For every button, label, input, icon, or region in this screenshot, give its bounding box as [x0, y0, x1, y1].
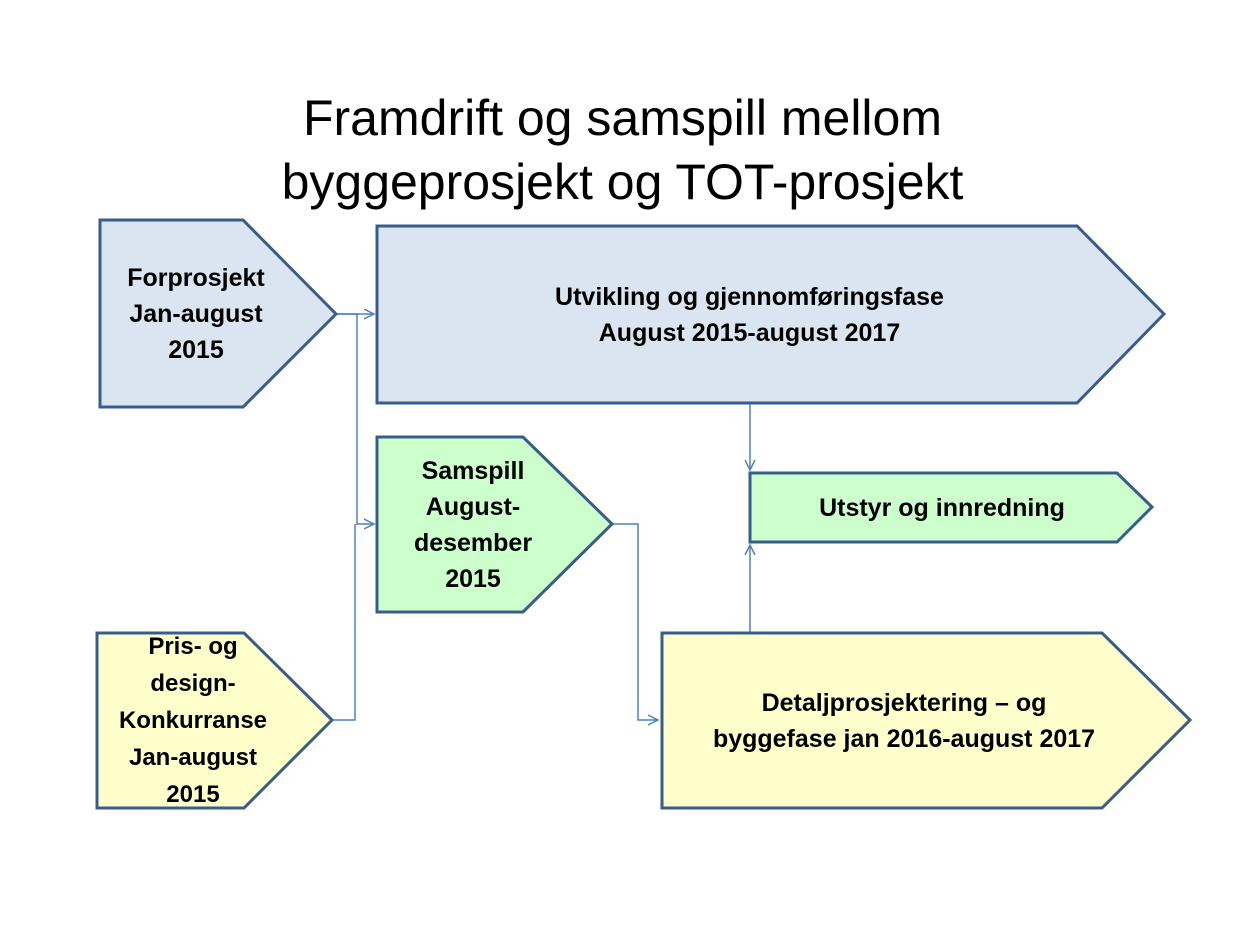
detalj-period: byggefase jan 2016-august 2017 [712, 724, 1096, 753]
title-line-2: byggeprosjekt og TOT-prosjekt [281, 153, 964, 210]
utstyr-name: Utstyr og innredning [819, 493, 1065, 522]
connector-konkurranse-to-samspill [332, 524, 355, 720]
konkurranse-period: Jan-august [128, 744, 257, 771]
utvikling-name: Utvikling og gjennomføringsfase [555, 282, 944, 311]
samspill-year: 2015 [445, 564, 501, 593]
connector-samspill-to-detalj [612, 524, 658, 720]
forprosjekt-name: Forprosjekt [127, 263, 265, 292]
forprosjekt-year: 2015 [168, 335, 224, 364]
konkurranse-name-3: Konkurranse [118, 707, 268, 734]
forprosjekt-label [100, 220, 292, 407]
forprosjekt-period: Jan-august [129, 299, 263, 328]
title-line-1: Framdrift og samspill mellom [302, 89, 942, 146]
detalj-name: Detaljprosjektering – og [761, 688, 1047, 717]
samspill-label [377, 437, 569, 612]
konkurranse-name-1: Pris- og [148, 633, 238, 660]
utstyr-label [750, 473, 1134, 542]
utvikling-label [377, 226, 1122, 403]
detalj-label [662, 633, 1146, 808]
konkurranse-name-2: design- [150, 670, 236, 697]
utvikling-period: August 2015-august 2017 [598, 318, 901, 347]
connector-forprosjekt-to-samspill [336, 314, 374, 524]
samspill-name: Samspill [421, 456, 525, 485]
konkurranse-year: 2015 [166, 781, 220, 808]
samspill-period-end: desember [413, 528, 533, 557]
konkurranse-label [97, 633, 289, 808]
samspill-period-start: August- [425, 492, 521, 521]
